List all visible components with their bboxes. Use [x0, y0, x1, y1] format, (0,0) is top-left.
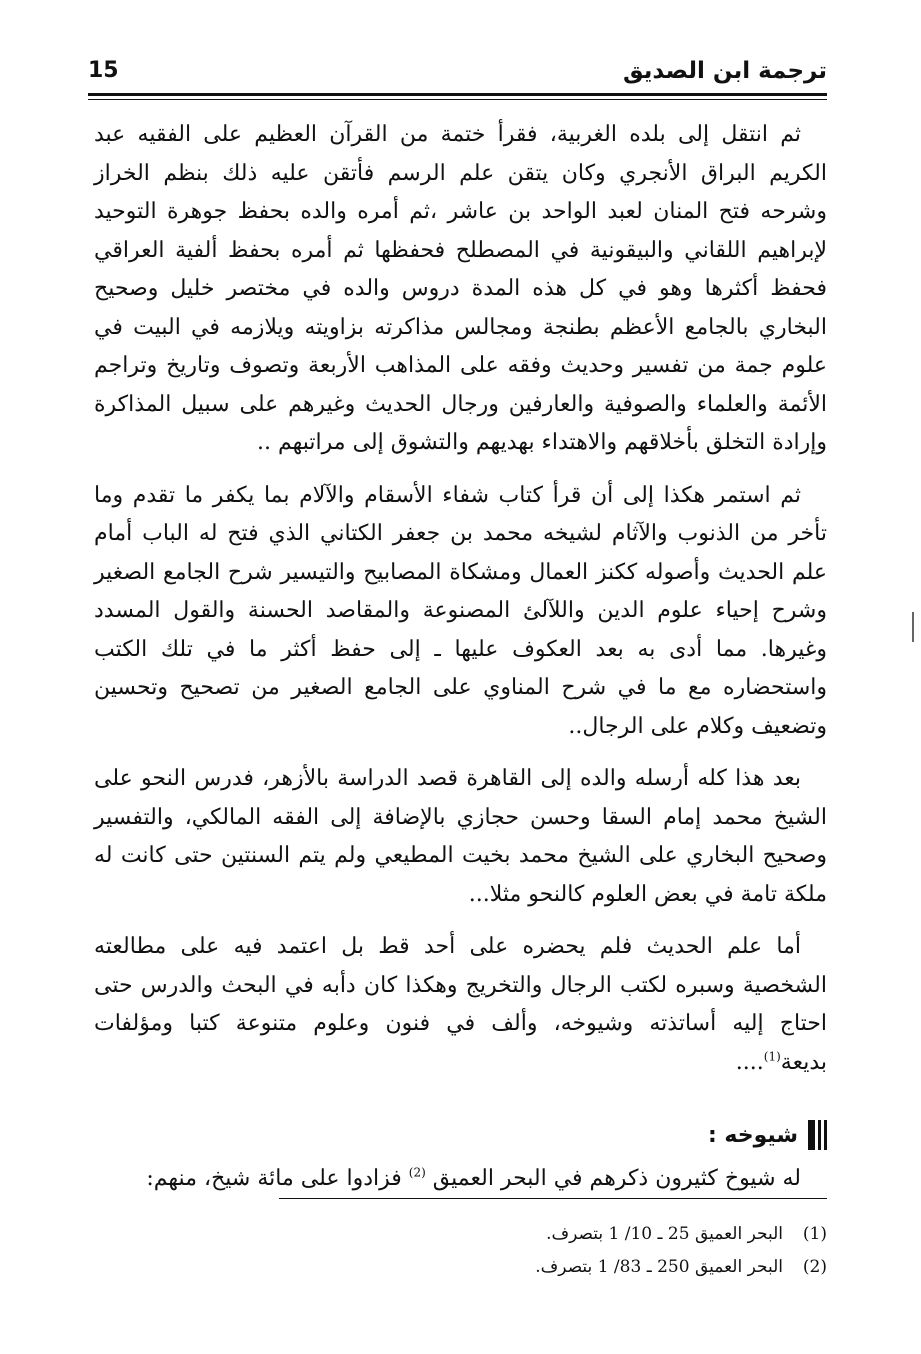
footnote-2-text: البحر العميق 250 ـ 83/ 1 بتصرف.	[535, 1257, 783, 1277]
paragraph-4-text: أما علم الحديث فلم يحضره على أحد قط بل اعتمد فيه على مطالعته الشخصية وسبره لكتب الرجال والتخريج وهكذا كان دأبه في البحث والدرس حتى احتاج إليه أساتذته وشيوخه، وألف في فنون وعلوم متنوعة كتبا ومؤلفات بديعة	[94, 934, 827, 1075]
page-header	[88, 58, 827, 92]
footnote-ref-2: (2)	[408, 1165, 426, 1180]
section-intro	[94, 1160, 827, 1198]
paragraph-1: ثم انتقل إلى بلده الغربية، فقرأ ختمة من القرآن العظيم على الفقيه عبد الكريم البراق الأنجري وكان يتقن علم الرسم فأتقن عليه ذلك بنظم الخراز وشرحه فتح المنان لعبد الواحد بن عاشر ،ثم أمره والده بحفظ جوهرة التوحيد لإبراهيم اللقاني والبيقونية في المصطلح فحفظها ثم أمره بحفظ ألفية العراقي فحفظ أكثرها وهو في كل هذه المدة دروس والده في مختصر خليل وصحيح البخاري بالجامع الأعظم بطنجة ومجالس مذاكرته بزاويته ويلازمه في البيت في علوم جمة من تفسير وحديث وفقه على المذاهب الأربعة وتصوف وتاريخ وتراجم الأئمة والعلماء والصوفية والعارفين ورجال الحديث وغيرهم على سبيل المذاكرة وإرادة التخلق بأخلاقهم والاهتداء بهديهم والتشوق إلى مراتبهم ..	[94, 122, 827, 455]
header-rule-thin	[88, 99, 827, 100]
paragraph-2: ثم استمر هكذا إلى أن قرأ كتاب شفاء الأسقام والآلام بما يكفر ما تقدم وما تأخر من الذنوب والآثام لشيخه محمد بن جعفر الكتاني الذي فتح له الباب أمام علم الحديث وأصوله ككنز العمال ومشكاة المصابيح والتيسير شرح الجامع الصغير وشرح إحياء علوم الدين واللآلئ المصنوعة والمقاصد الحسنة والقول المسدد وغيرها. مما أدى به بعد العكوف عليها ـ إلى حفظ أكثر ما في تلك الكتب واستحضاره مع ما في شرح المناوي على الجامع الصغير من تصحيح وتحسين وتضعيف وكلام على الرجال..	[94, 482, 827, 739]
section-heading	[708, 1120, 827, 1150]
footnote-1-number: (1)	[802, 1224, 827, 1244]
section-intro-after: فزادوا على مائة شيخ، منهم:	[146, 1166, 402, 1191]
heading-bars-icon	[808, 1120, 827, 1150]
footnote-ref-1: (1)	[763, 1049, 781, 1064]
paragraph-3: بعد هذا كله أرسله والده إلى القاهرة قصد الدراسة بالأزهر، فدرس النحو على الشيخ محمد إمام السقا وحسن حجازي بالإضافة إلى الفقه المالكي، والتفسير وصحيح البخاري على الشيخ محمد بخيت المطيعي ولم يتم السنتين حتى كانت له ملكة تامة في بعض العلوم كالنحو مثلا...	[94, 766, 827, 907]
paragraph-4	[94, 928, 827, 1082]
footnote-1	[94, 1218, 827, 1251]
header-rule-thick	[88, 93, 827, 96]
running-title: ترجمة ابن الصديق	[623, 58, 827, 84]
paragraph-4-ellipsis: ....	[735, 1049, 764, 1075]
footnote-separator	[279, 1198, 827, 1199]
footnotes	[94, 1218, 827, 1284]
footnote-2	[94, 1251, 827, 1284]
page-number: 15	[88, 58, 119, 83]
body-text	[94, 116, 827, 1096]
section-intro-before: له شيوخ كثيرون ذكرهم في البحر العميق	[432, 1166, 801, 1191]
margin-mark	[912, 612, 914, 642]
section-heading-text: شيوخه :	[707, 1122, 798, 1148]
footnote-1-text: البحر العميق 25 ـ 10/ 1 بتصرف.	[546, 1224, 783, 1244]
footnote-2-number: (2)	[802, 1257, 827, 1277]
